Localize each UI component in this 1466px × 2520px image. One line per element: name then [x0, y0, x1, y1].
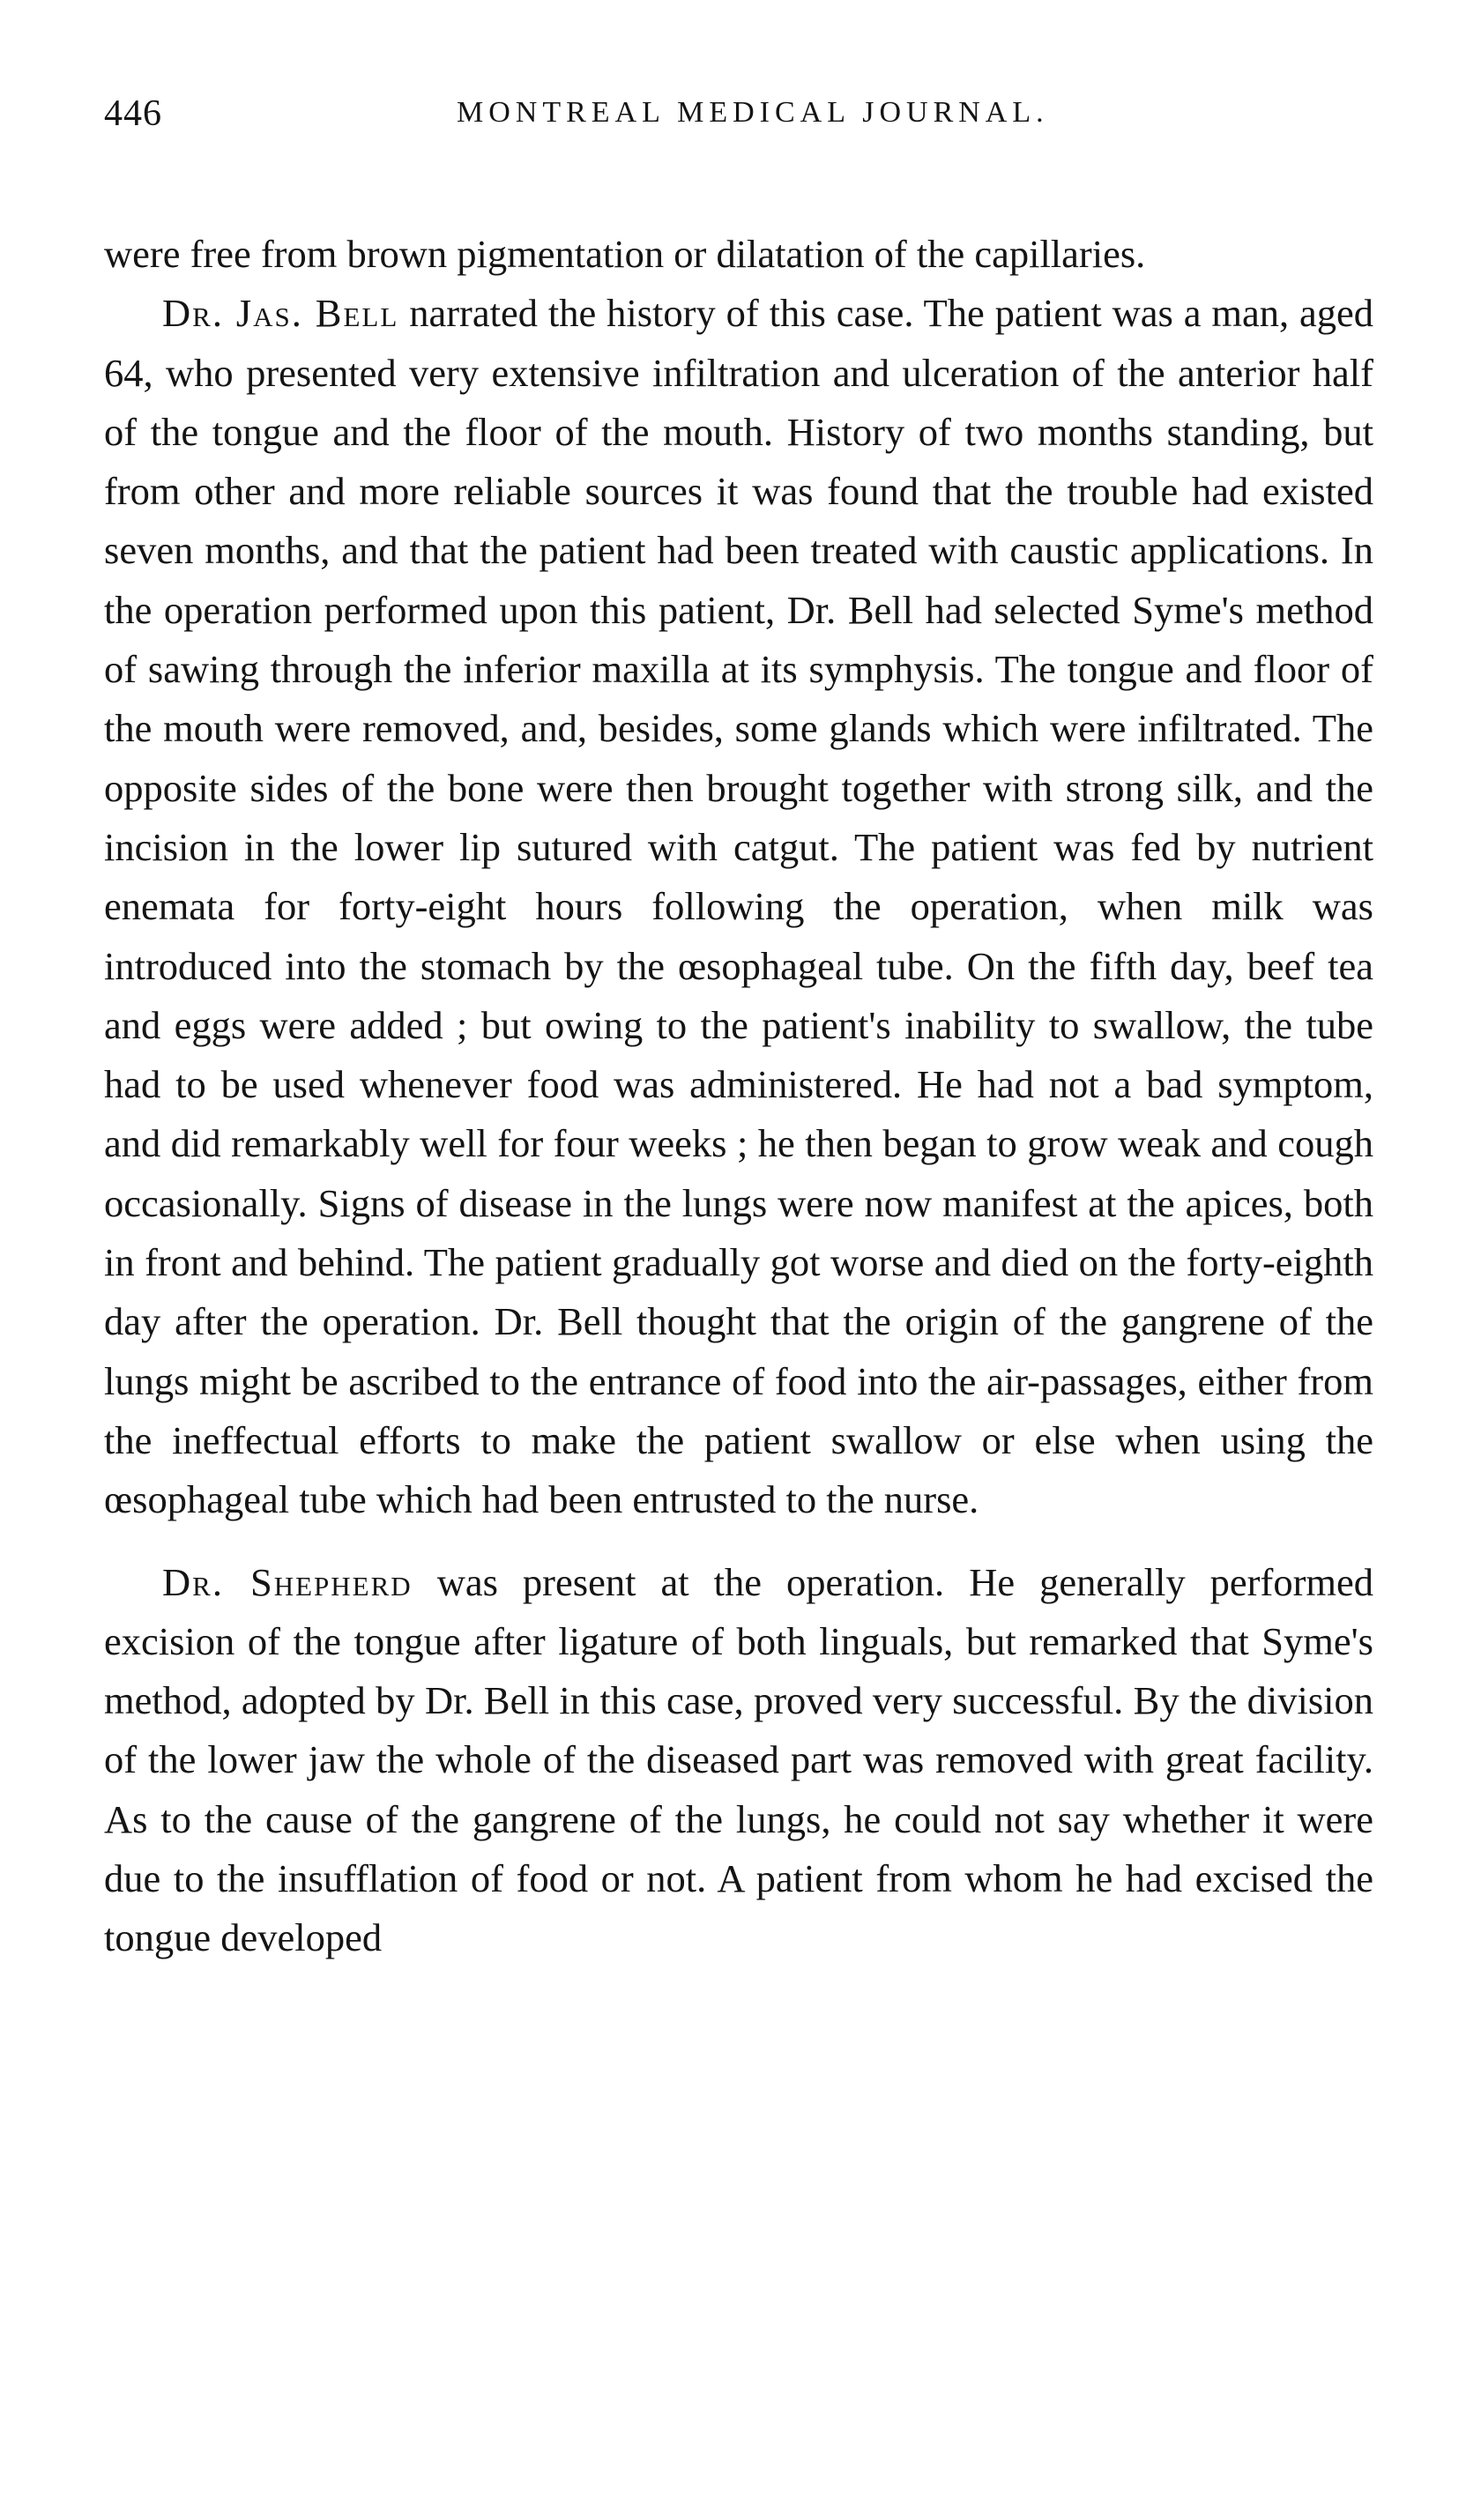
paragraph-text: narrated the history of this case. The patient was a man, aged 64, who presented very extensive infiltration and ulceration of the anterior half of the tongue and the floor of the mouth. History of two months standing, but from other and more reliable sources it was found that the trouble had existed seven months, and that the patient had been treated with caustic applications. In the operation performed upon this patient, Dr. Bell had selected Syme's method of sawing through the inferior maxilla at its symphysis. The tongue and floor of the mouth were removed, and, besides, some glands which were infiltrated. The opposite sides of the bone were then brought together with strong silk, and the incision in the lower lip sutured with catgut. The patient was fed by nutrient enemata for forty-eight hours following the operation, when milk was introduced into the stomach by the œsophageal tube. On the fifth day, beef tea and eggs were added ; but owing to the patient's inability to swallow, the tube had to be used whenever food was administered. He had not a bad symptom, and did remarkably well for four weeks ; he then began to grow weak and cough occasionally. Signs of disease in the lungs were now manifest at the apices, both in front and behind. The patient gradually got worse and died on the forty-eighth day after the operation. Dr. Bell thought that the origin of the gangrene of the lungs might be ascribed to the entrance of food into the air-passages, either from the ineffectual efforts to make the patient swallow or else when using the œsophageal tube which had been entrusted to the nurse. [104, 291, 1374, 1522]
journal-page [104, 84, 1373, 1968]
paragraph-text: were free from brown pigmentation or dilatation of the capillaries. [104, 232, 1146, 276]
paragraph-bell-case [104, 284, 1373, 1529]
journal-title: MONTREAL MEDICAL JOURNAL. [457, 96, 1049, 129]
article-body [104, 225, 1373, 1968]
speaker-name: Dr. Jas. Bell [162, 291, 399, 336]
page-number: 446 [104, 93, 162, 134]
paragraph-continuation [104, 225, 1373, 284]
paragraph-text: was present at the operation. He generally performed excision of the tongue after ligature of both linguals, but remarked that Syme's method, adopted by Dr. Bell in this case, proved very successful. By the division of the lower jaw the whole of the diseased part was removed with great facility. As to the cause of the gangrene of the lungs, he could not say whether it were due to the insufflation of food or not. A patient from whom he had excised the tongue developed [104, 1559, 1374, 1960]
running-head [104, 84, 1373, 137]
speaker-name: Dr. Shepherd [162, 1559, 413, 1604]
paragraph-shepherd-remarks [104, 1553, 1373, 1968]
